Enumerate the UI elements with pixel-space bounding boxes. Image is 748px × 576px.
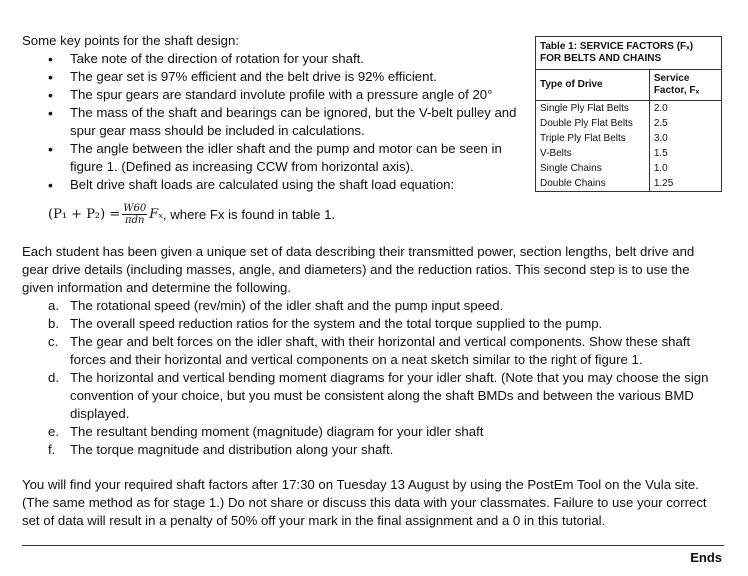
equation-denominator: πdn [125, 214, 145, 226]
drive-type-cell: Double Chains [536, 176, 650, 192]
service-factor-cell: 1.0 [649, 161, 721, 176]
column-header-factor-line1: Service [653, 73, 690, 84]
equation-suffix: , where Fx is found in table 1. [162, 206, 336, 222]
table-caption: Table 1: SERVICE FACTORS (Fₓ) FOR BELTS AND CHAINS [536, 37, 722, 70]
column-header-factor-line2: Factor, Fₓ [653, 85, 700, 96]
equation-numerator: W60 [123, 202, 147, 214]
task-item [48, 333, 724, 369]
task-text: The gear and belt forces on the idler shaft, with their horizontal and vertical components. Show these shaft forces and their horizontal and vertical components on a neat sketch similar to the right of figure 1. [70, 334, 691, 367]
column-header-type: Type of Drive [536, 70, 650, 101]
task-text: The overall speed reduction ratios for the system and the total torque supplied to the pump. [70, 316, 603, 331]
service-factor-cell: 1.5 [649, 146, 721, 161]
key-points-list [48, 50, 526, 194]
drive-type-cell: Triple Ply Flat Belts [536, 131, 650, 146]
shaft-load-equation [48, 199, 335, 229]
task-label: b. [48, 316, 59, 331]
table-row [536, 101, 722, 117]
key-point-item: • The angle between the idler shaft and the pump and motor can be seen in figure 1. (Defined as increasing CCW from horizontal axis). [48, 140, 526, 176]
key-point-item: • The gear set is 97% efficient and the belt drive is 92% efficient. [48, 68, 526, 86]
task-item [48, 369, 724, 423]
equation-lhs: (P₁ + P₂) = [48, 206, 121, 222]
service-factor-cell: 2.0 [649, 101, 721, 117]
service-factor-cell: 3.0 [649, 131, 721, 146]
table-row [536, 131, 722, 146]
key-point-item: • The mass of the shaft and bearings can be ignored, but the V-belt pulley and spur gear mass should be included in calculations. [48, 104, 526, 140]
ends-label: Ends [690, 550, 722, 565]
key-point-item: • The spur gears are standard involute profile with a pressure angle of 20° [48, 86, 526, 104]
equation-factor: Fₓ [149, 206, 163, 222]
intro-heading: Some key points for the shaft design: [22, 33, 239, 48]
table-row [536, 161, 722, 176]
service-factors-table [535, 36, 722, 192]
equation-fraction [122, 203, 147, 226]
task-label: e. [48, 424, 59, 439]
drive-type-cell: Double Ply Flat Belts [536, 116, 650, 131]
task-label: f. [48, 442, 56, 457]
service-factor-cell: 1.25 [649, 176, 721, 192]
task-label: d. [48, 370, 59, 385]
task-label: c. [48, 334, 59, 349]
task-list [48, 297, 724, 459]
task-item [48, 441, 724, 459]
task-item [48, 297, 724, 315]
task-text: The torque magnitude and distribution along your shaft. [70, 442, 394, 457]
table-row [536, 146, 722, 161]
task-label: a. [48, 298, 59, 313]
task-item [48, 315, 724, 333]
footer-divider [22, 545, 724, 546]
task-text: The horizontal and vertical bending moment diagrams for your idler shaft. (Note that you may choose the sign convention of your choice, but you must be consistent along the shaft BMDs and between the various BMD displayed. [70, 370, 709, 421]
table-row [536, 116, 722, 131]
task-text: The rotational speed (rev/min) of the idler shaft and the pump input speed. [70, 298, 504, 313]
key-point-item: • Take note of the direction of rotation for your shaft. [48, 50, 526, 68]
instructions-paragraph: Each student has been given a unique set of data describing their transmitted power, section lengths, belt drive and gear drive details (including masses, angle, and diameters) and the reduction ratios. This second step is to use the given information and determine the following. [22, 244, 695, 295]
data-access-paragraph: You will find your required shaft factors after 17:30 on Tuesday 13 August by using the PostEm Tool on the Vula site. (The same method as for stage 1.) Do not share or discuss this data with your classmates. Failure to use your correct set of data will result in a penalty of 50% off your mark in the final assignment and a 0 in this tutorial. [22, 477, 707, 528]
drive-type-cell: Single Ply Flat Belts [536, 101, 650, 117]
key-point-item: • Belt drive shaft loads are calculated using the shaft load equation: [48, 176, 526, 194]
drive-type-cell: Single Chains [536, 161, 650, 176]
column-header-factor [649, 70, 721, 101]
service-factor-cell: 2.5 [649, 116, 721, 131]
task-text: The resultant bending moment (magnitude) diagram for your idler shaft [70, 424, 484, 439]
drive-type-cell: V-Belts [536, 146, 650, 161]
task-item [48, 423, 724, 441]
table-row [536, 176, 722, 192]
